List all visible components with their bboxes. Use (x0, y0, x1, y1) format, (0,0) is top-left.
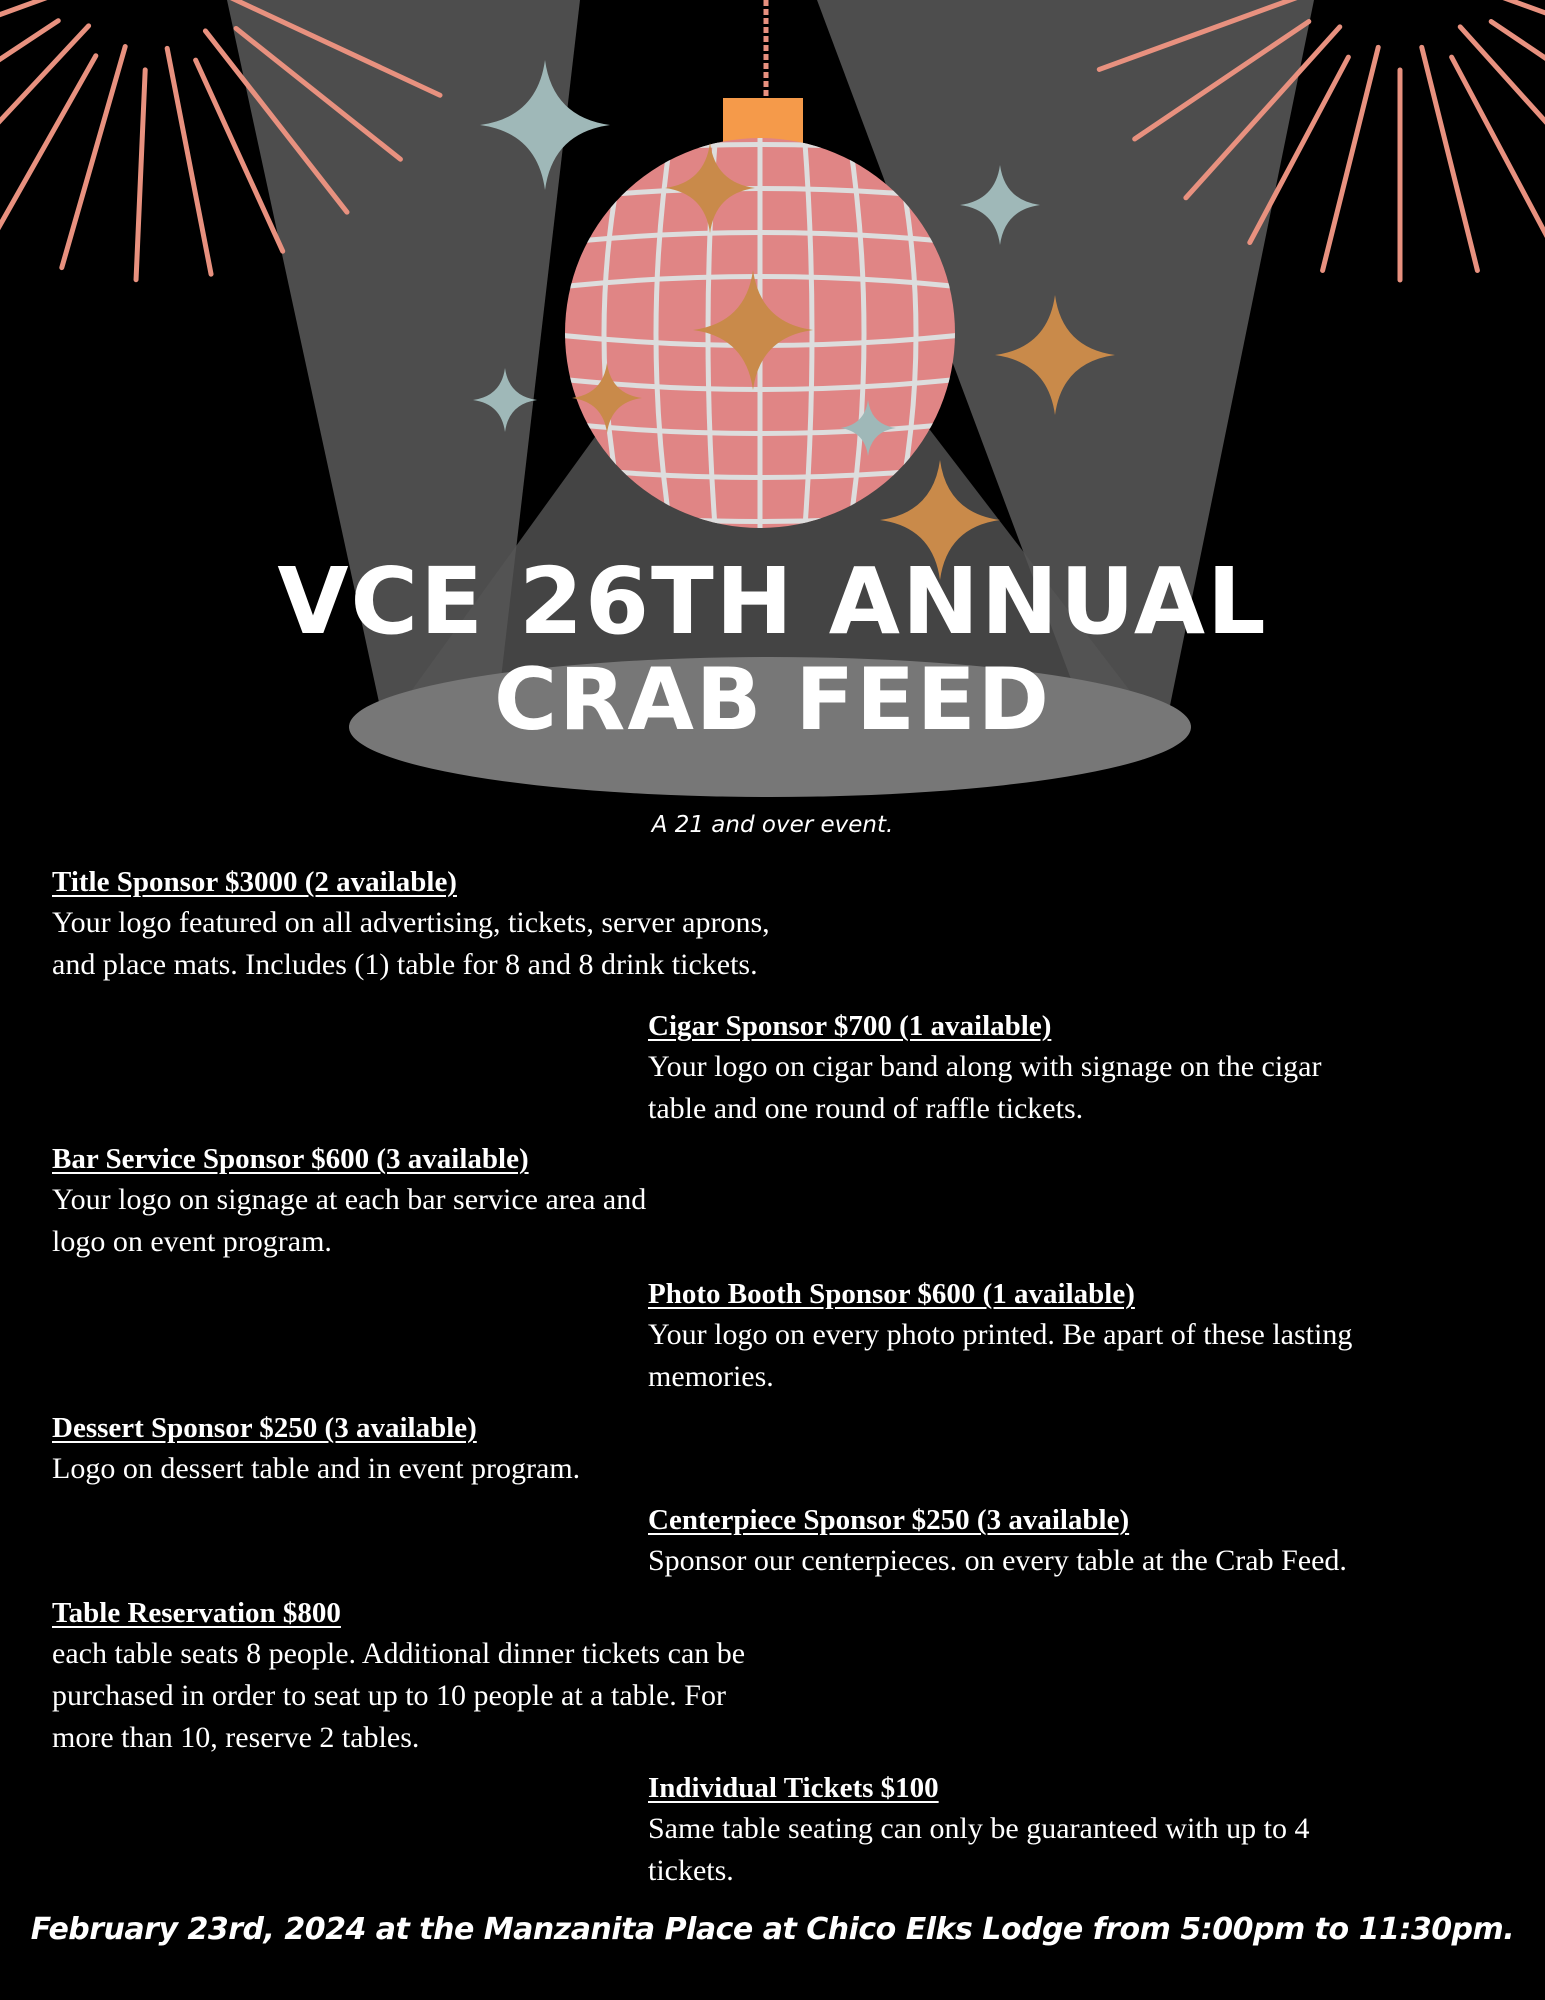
table-reservation-section (52, 1593, 745, 1759)
cigar-sponsor-section (648, 1006, 1322, 1130)
age-restriction-note: A 21 and over event. (651, 812, 894, 838)
section-line: and place mats. Includes (1) table for 8 and 8 drink tickets. (52, 948, 758, 981)
firework-ray (136, 70, 145, 280)
section-line: each table seats 8 people. Additional dinner tickets can be (52, 1637, 746, 1670)
section-heading: Individual Tickets $100 (648, 1772, 939, 1804)
section-line: purchased in order to seat up to 10 people at a table. For (52, 1679, 726, 1712)
title-sponsor-section (52, 862, 770, 986)
firework-ray (1323, 47, 1379, 270)
section-line: Sponsor our centerpieces. on every table at the Crab Feed. (648, 1544, 1347, 1577)
section-heading: Table Reservation $800 (52, 1597, 341, 1629)
firework-ray (1491, 22, 1545, 139)
section-line: more than 10, reserve 2 tables. (52, 1721, 420, 1754)
section-line: Your logo on signage at each bar service area and (52, 1183, 647, 1216)
section-heading: Bar Service Sponsor $600 (3 available) (52, 1143, 529, 1175)
section-heading: Title Sponsor $3000 (2 available) (52, 866, 457, 898)
firework-ray (1422, 47, 1478, 270)
event-title-line1: VCE 26TH ANNUAL (277, 548, 1268, 655)
bar-service-sponsor-section (52, 1139, 646, 1263)
firework-ray (1460, 27, 1545, 198)
firework-ray (0, 21, 58, 137)
photo-booth-sponsor-section (648, 1274, 1352, 1398)
section-line: memories. (648, 1360, 774, 1393)
section-heading: Dessert Sponsor $250 (3 available) (52, 1412, 477, 1444)
section-line: Your logo featured on all advertising, tickets, server aprons, (52, 906, 770, 939)
centerpiece-sponsor-section (648, 1500, 1347, 1582)
section-line: Logo on dessert table and in event program. (52, 1452, 581, 1485)
event-date-location: February 23rd, 2024 at the Manzanita Place at Chico Elks Lodge from 5:00pm to 11:30pm. (30, 1912, 1515, 1947)
section-line: table and one round of raffle tickets. (648, 1092, 1084, 1125)
section-heading: Cigar Sponsor $700 (1 available) (648, 1010, 1052, 1042)
firework-ray (62, 47, 125, 268)
section-line: Same table seating can only be guaranteed with up to 4 (648, 1812, 1310, 1845)
dessert-sponsor-section (52, 1408, 580, 1490)
section-heading: Centerpiece Sponsor $250 (3 available) (648, 1504, 1130, 1536)
individual-tickets-section (648, 1768, 1309, 1892)
section-heading: Photo Booth Sponsor $600 (1 available) (648, 1278, 1135, 1310)
section-line: logo on event program. (52, 1225, 332, 1258)
section-line: Your logo on every photo printed. Be apart of these lasting (648, 1318, 1353, 1351)
section-line: Your logo on cigar band along with signage on the cigar (648, 1050, 1322, 1083)
section-line: tickets. (648, 1854, 734, 1887)
firework-ray (0, 56, 96, 239)
event-title-line2: CRAB FEED (493, 650, 1051, 750)
